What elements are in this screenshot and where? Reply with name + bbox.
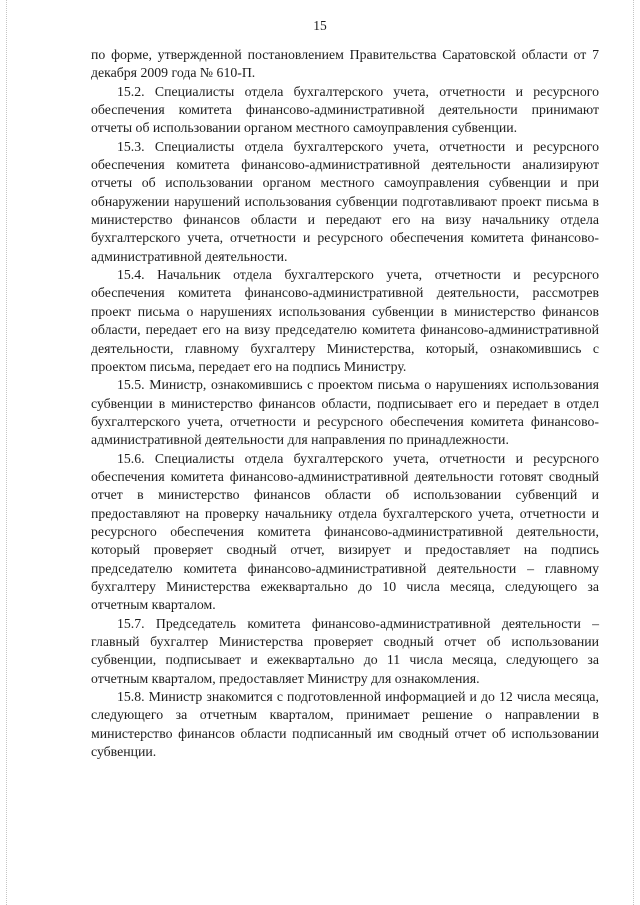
paragraph-15-8: 15.8. Министр знакомится с подготовленной информацией и до 12 числа месяца, следующего за отчетным кварталом, принимает решение о направлении в министерство финансов области подписанный им сводный отчет об использовании субвенции. bbox=[91, 689, 599, 760]
paragraph-15-7: 15.7. Председатель комитета финансово-административной деятельности – главный бухгалтер Министерства проверяет сводный отчет об использовании субвенции, подписывает и ежеквартально до 11 числа месяца, следующего за отчетным кварталом, предоставляет Министру для ознакомления. bbox=[91, 615, 599, 686]
page-number: 15 bbox=[313, 18, 327, 33]
document-body bbox=[91, 46, 599, 761]
paragraph-15-2: 15.2. Специалисты отдела бухгалтерского учета, отчетности и ресурсного обеспечения комитета финансово-административной деятельности принимают отчеты об использовании органом местного самоуправления субвенции. bbox=[91, 83, 599, 136]
paragraph-15-3: 15.3. Специалисты отдела бухгалтерского учета, отчетности и ресурсного обеспечения комитета финансово-административной деятельности анализируют отчеты об использовании органом местного самоуправления субвенции и при обнаружении нарушений использования субвенции подготавливают проект письма в министерство финансов области и передают его на визу начальнику отдела бухгалтерского учета, отчетности и ресурсного обеспечения комитета финансово-административной деятельности. bbox=[91, 138, 599, 264]
paragraph-continuation: по форме, утвержденной постановлением Правительства Саратовской области от 7 декабря 2009 года № 610-П. bbox=[91, 47, 599, 81]
scan-edge-left bbox=[6, 0, 8, 905]
paragraph-15-4: 15.4. Начальник отдела бухгалтерского учета, отчетности и ресурсного обеспечения комитета финансово-административной деятельности, рассмотрев проект письма о нарушениях использования субвенции в министерство финансов области, передает его на визу председателю комитета финансово-административной деятельности, главному бухгалтеру Министерства, который, ознакомившись с проектом письма, передает его на подпись Министру. bbox=[91, 267, 599, 374]
paragraph-15-5: 15.5. Министр, ознакомившись с проектом письма о нарушениях использования субвенции в министерство финансов области, подписывает его и передает в отдел бухгалтерского учета, отчетности и ресурсного обеспечения комитета финансово-административной деятельности для направления по принадлежности. bbox=[91, 377, 599, 448]
scan-edge-right bbox=[633, 0, 635, 905]
paragraph-15-6: 15.6. Специалисты отдела бухгалтерского учета, отчетности и ресурсного обеспечения комитета финансово-административной деятельности готовят сводный отчет в министерство финансов области об использовании субвенций и предоставляют на проверку начальнику отдела бухгалтерского учета, отчетности и ресурсного обеспечения комитета финансово-административной деятельности, который проверяет сводный отчет, визирует и предоставляет на подпись председателю комитета финансово-административной деятельности – главному бухгалтеру Министерства ежеквартально до 10 числа месяца, следующего за отчетным кварталом. bbox=[91, 450, 599, 613]
